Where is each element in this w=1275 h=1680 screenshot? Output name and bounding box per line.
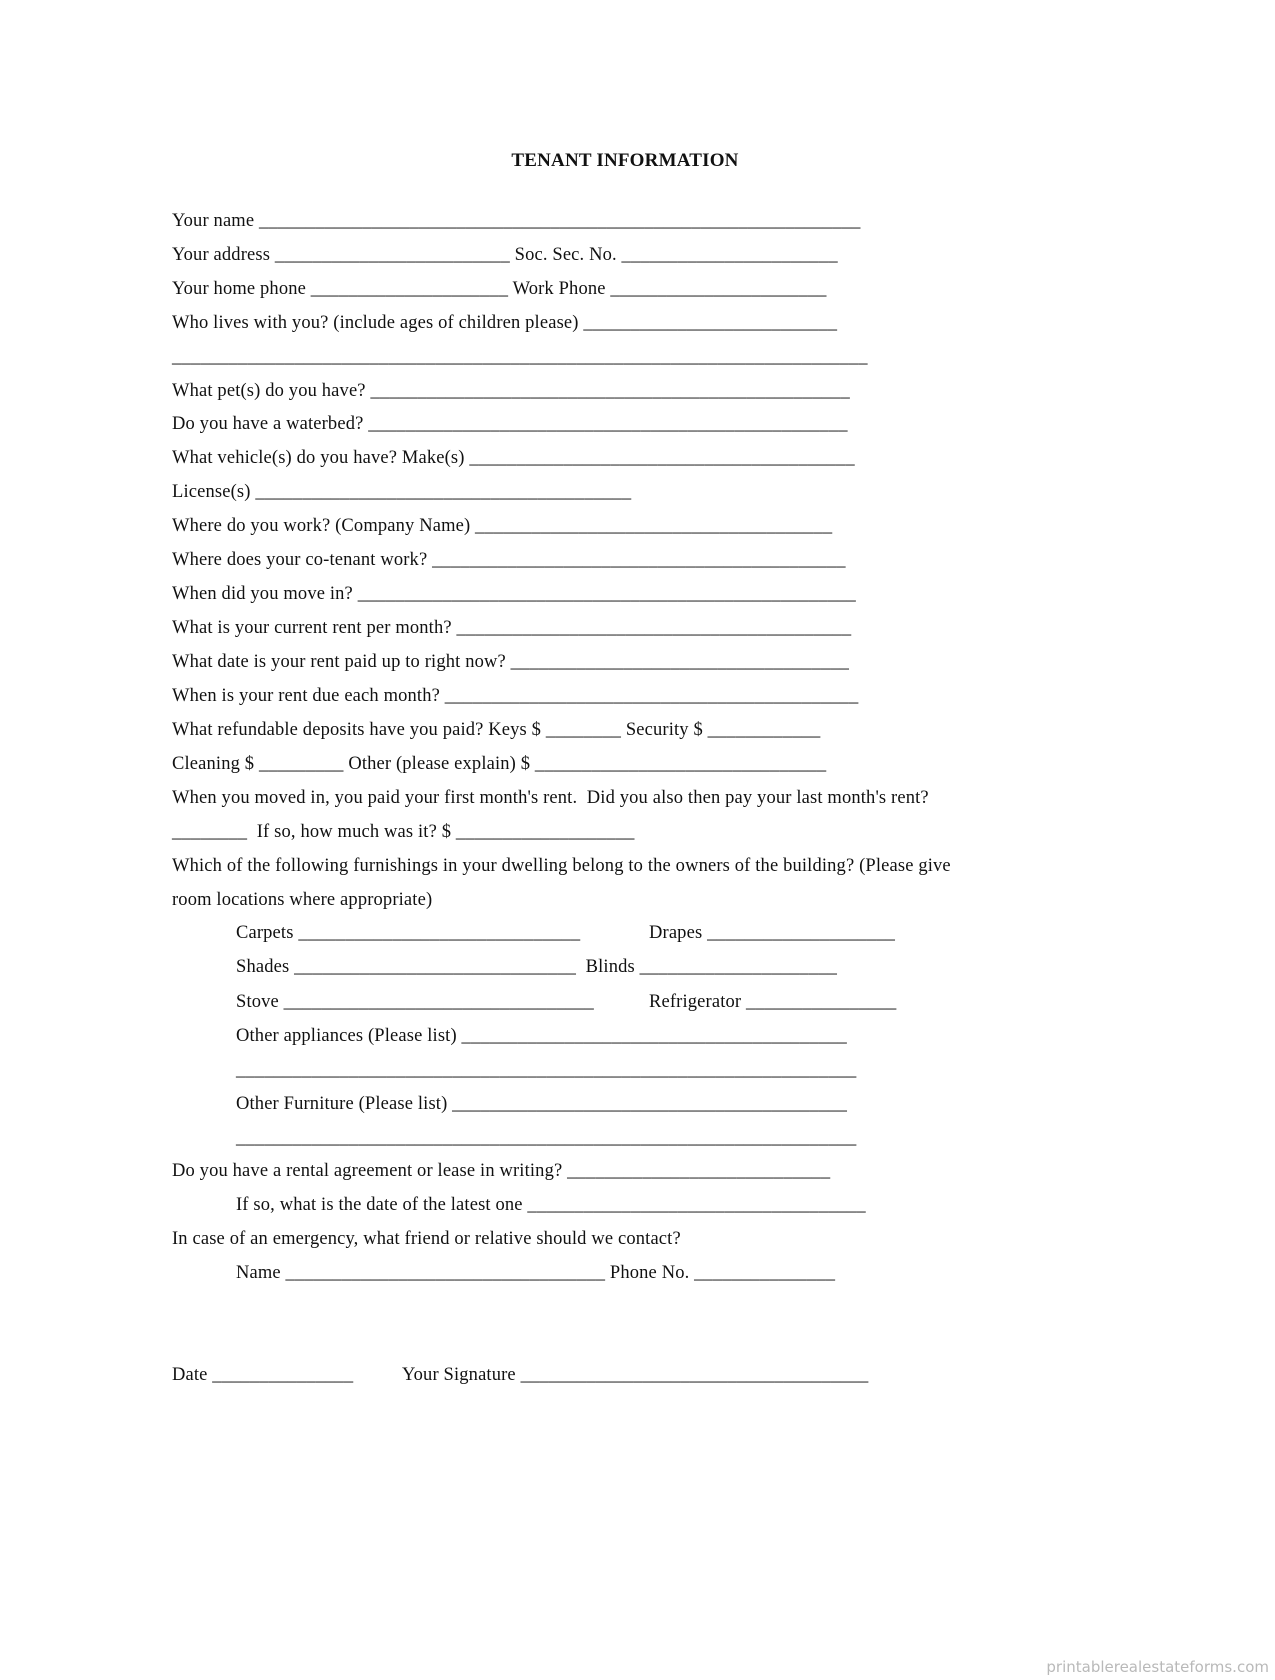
field-who-lives: Who lives with you? (include ages of children please) ___________________________ [172,313,838,333]
field-drapes: Drapes ____________________ [649,923,896,943]
question-emergency-contact: In case of an emergency, what friend or relative should we contact? [172,1229,681,1249]
field-move-in: When did you move in? _____________________________________________________ [172,584,856,604]
field-rental-agreement: Do you have a rental agreement or lease in writing? ____________________________ [172,1161,831,1181]
field-cotenant-work: Where does your co-tenant work? ____________________________________________ [172,550,846,570]
field-vehicles: What vehicle(s) do you have? Make(s) _________________________________________ [172,448,855,468]
field-who-lives-cont: __________________________________________________________________________ [172,347,868,367]
field-rent-paid-up: What date is your rent paid up to right now? ____________________________________ [172,652,850,672]
question-furnishings: Which of the following furnishings in your dwelling belong to the owners of the building? (Please give [172,856,951,876]
question-last-month-rent: When you moved in, you paid your first month's rent. Did you also then pay your last month's rent? [172,788,929,808]
field-other-appliances-cont: __________________________________________________________________ [236,1060,857,1080]
field-licenses: License(s) ________________________________________ [172,482,632,502]
field-work: Where do you work? (Company Name) ______________________________________ [172,516,833,536]
field-cleaning-other: Cleaning $ _________ Other (please explain) $ _______________________________ [172,754,827,774]
field-other-furniture: Other Furniture (Please list) __________________________________________ [236,1094,847,1114]
field-current-rent: What is your current rent per month? __________________________________________ [172,618,852,638]
field-date: Date _______________ [172,1365,354,1385]
field-signature: Your Signature _____________________________________ [402,1365,869,1385]
field-carpets: Carpets ______________________________ [236,923,581,943]
field-other-appliances: Other appliances (Please list) _________________________________________ [236,1026,847,1046]
field-phones: Your home phone _____________________ Work Phone _______________________ [172,279,827,299]
field-waterbed: Do you have a waterbed? ___________________________________________________ [172,414,848,434]
field-pets: What pet(s) do you have? ___________________________________________________ [172,381,850,401]
field-shades-blinds: Shades ______________________________ Blinds _____________________ [236,957,838,977]
field-emergency-name-phone: Name __________________________________ Phone No. _______________ [236,1263,836,1283]
field-agreement-date: If so, what is the date of the latest one ____________________________________ [236,1195,866,1215]
question-furnishings-cont: room locations where appropriate) [172,890,433,910]
field-your-name: Your name ________________________________________________________________ [172,211,861,231]
field-last-month-amount: ________ If so, how much was it? $ ___________________ [172,822,635,842]
field-refrigerator: Refrigerator ________________ [649,992,897,1012]
field-address-ssn: Your address _________________________ Soc. Sec. No. _______________________ [172,245,838,265]
field-rent-due: When is your rent due each month? ____________________________________________ [172,686,859,706]
field-other-furniture-cont: __________________________________________________________________ [236,1128,857,1148]
field-stove: Stove _________________________________ [236,992,594,1012]
field-deposits: What refundable deposits have you paid? Keys $ ________ Security $ ____________ [172,720,821,740]
watermark-text: printablerealestateforms.com [1046,1658,1269,1676]
form-title: TENANT INFORMATION [511,150,739,171]
